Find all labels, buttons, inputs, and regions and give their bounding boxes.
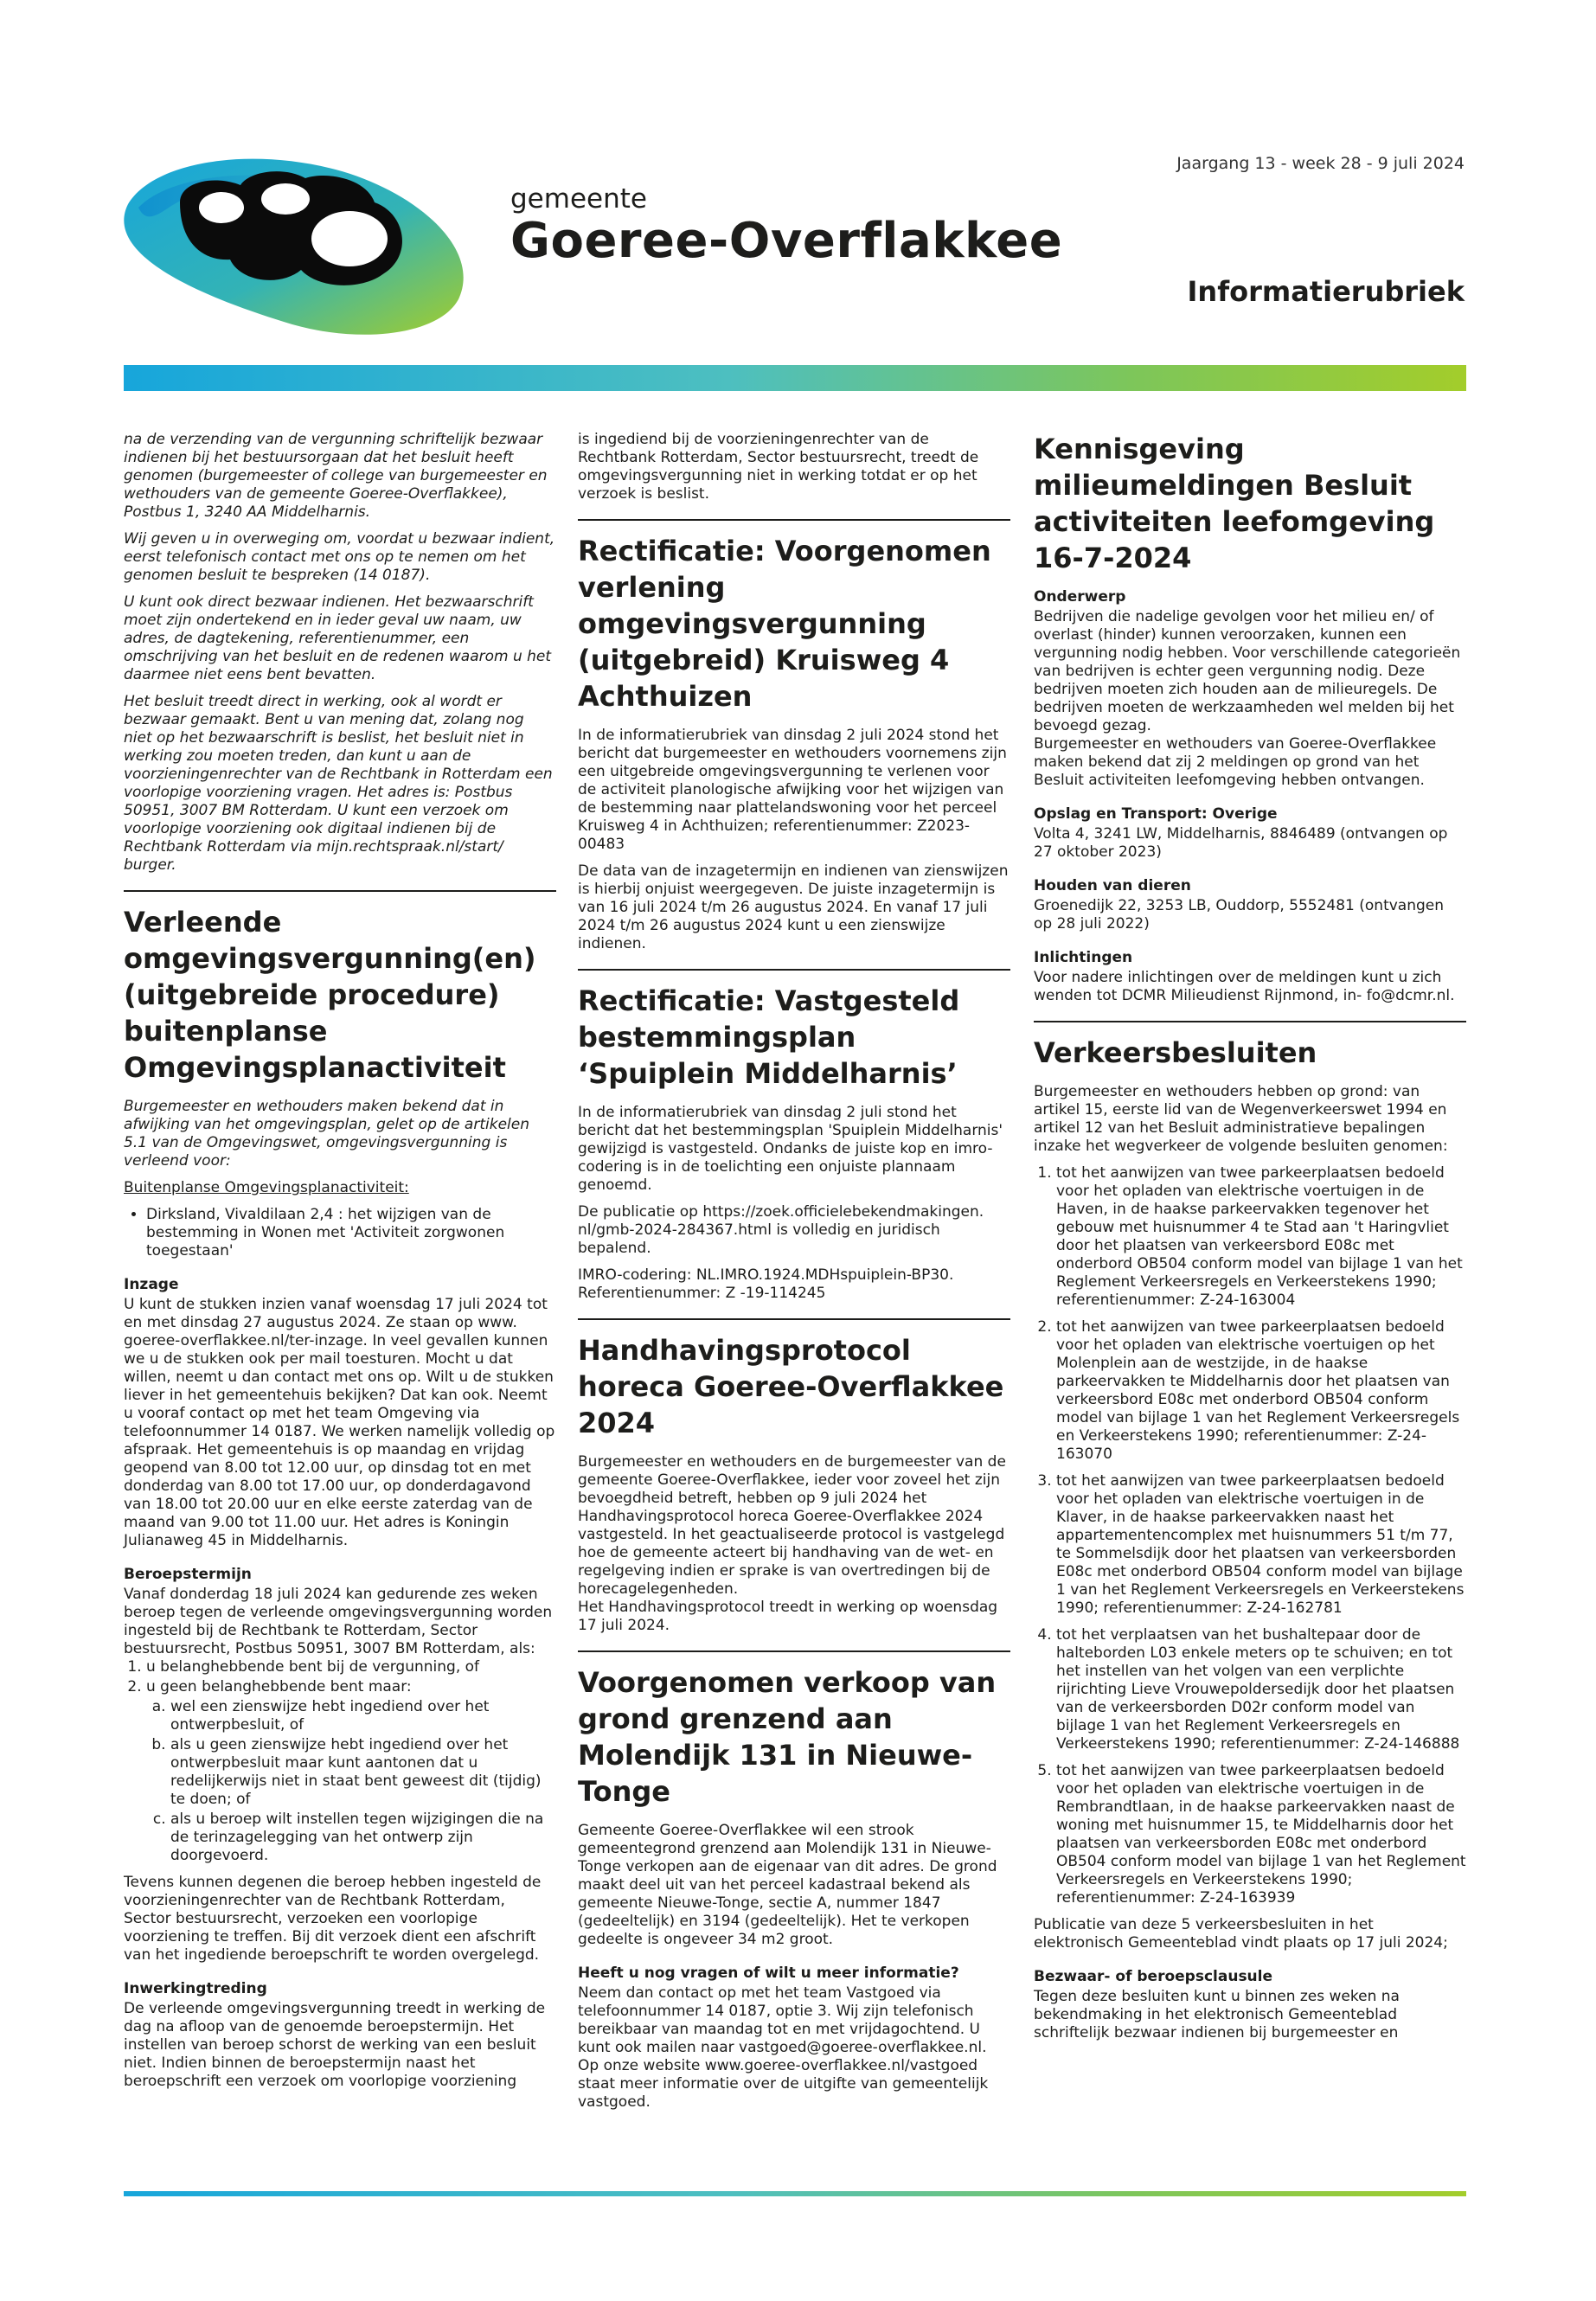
municipality-logo	[119, 152, 476, 339]
sec2-imro: IMRO-codering: NL.IMRO.1924.MDHspuiplein-BP30.	[578, 1266, 954, 1284]
list-item: 4. tot het verplaatsen van het bushaltepaar door de halteborden L03 enkele meters op te schuiven; en tot het instellen van het volgen van een verplichte rijrichting Lieve Vrouwepoldersedijk door het plaatsen van de verkeersborden D02r conform model van bijlage 1 van het Reglement Verkeersregels en Verkeerstekens 1990; referentienummer: Z-24-146888	[1056, 1626, 1466, 1753]
column-2	[578, 431, 1010, 2120]
bezwaar-intro-3: U kunt ook direct bezwaar indienen. Het bezwaarschrift moet zijn ondertekend en in ieder geval uw naam, uw adres, de dagtekening, referentienummer, een omschrijving van het besluit en de redenen waarom u het daarmee niet eens bent bevatten.	[124, 593, 552, 683]
beroep-text: Vanaf donderdag 18 juli 2024 kan gedurende zes weken beroep tegen de verleende omgevingsvergunning worden ingesteld bij de Rechtbank te Rotterdam, Sector bestuursrecht, Postbus 50951, 3007 BM Rotterdam, als:	[124, 1586, 553, 1657]
col2-intro: is ingediend bij de voorzieningenrechter van de Rechtbank Rotterdam, Sector bestuursrecht, treedt de omgevingsvergunning niet in werking totdat er op het verzoek is beslist.	[578, 431, 979, 503]
sec1-paragraph-2: De data van de inzagetermijn en indienen van zienswijzen is hierbij onjuist weergegeven. De juiste inzagetermijn is van 16 juli 2024 t/m 26 augustus 2024. En vanaf 17 juli 2024 t/m 26 augustus 2024 kunt u een zienswijze indienen.	[578, 862, 1009, 952]
list-item: c. als u beroep wilt instellen tegen wijzigingen die na de terinzagelegging van het ontwerp zijn doorgevoerd.	[170, 1811, 556, 1865]
section-title-verkoop-grond: Voorgenomen verkoop van grond grenzend aan Molendijk 131 in Nieuwe-Tonge	[578, 1666, 997, 1808]
bezwaar-heading: Bezwaar- of beroepsclausule	[1034, 1968, 1273, 1985]
section-divider	[578, 1650, 1010, 1652]
verkeersbesluiten-intro: Burgemeester en wethouders hebben op grond: van artikel 15, eerste lid van de Wegenverkeerswet 1994 en artikel 12 van het Besluit administratieve bepalingen inzake het wegverkeer de volgende besluiten genomen:	[1034, 1083, 1448, 1155]
dieren-text: Groenedijk 22, 3253 LB, Ouddorp, 5552481 (ontvangen op 28 juli 2022)	[1034, 897, 1445, 933]
municipality-name: Goeree-Overflakkee	[510, 213, 1063, 269]
sec4-paragraph-2: Neem dan contact op met het team Vastgoed via telefoonnummer 14 0187, optie 3. Wij zijn telefonisch bereikbaar van maandag tot en met vrijdagochtend. U kunt ook mailen naar vastgoed@goeree-overflakkee.nl. Op onze website www.goeree-overflakkee.nl/vastgoed staat meer informatie over de uitgifte van gemeentelijk vastgoed.	[578, 1984, 989, 2111]
bezwaar-intro-2: Wij geven u in overweging om, voordat u bezwaar indient, eerst telefonisch contact met ons op te nemen om het genomen besluit te bespreken (14 0187).	[124, 530, 555, 584]
rubric-title: Informatierubriek	[1187, 275, 1465, 308]
beroep-heading: Beroepstermijn	[124, 1566, 252, 1583]
sec2-paragraph-1: In de informatierubriek van dinsdag 2 juli stond het bericht dat het bestemmingsplan 'Spuiplein Middelharnis' gewijzigd is vastgesteld. Ondanks de juiste kop en imro-codering is in de toelichting een onjuiste plannaam genoemd.	[578, 1104, 1003, 1194]
list-item: b. als u geen zienswijze hebt ingediend over het ontwerpbesluit maar kunt aantonen dat u redelijkerwijs niet in staat bent geweest dit (tijdig) te doen; of	[170, 1736, 556, 1809]
list-item: • Dirksland, Vivaldilaan 2,4 : het wijzigen van de bestemming in Wonen met 'Activiteit zorgwonen toegestaan'	[146, 1206, 556, 1260]
onderwerp-paragraph-2: Burgemeester en wethouders van Goeree-Overflakkee maken bekend dat zij 2 meldingen op grond van het Besluit activiteiten leefomgeving hebben ontvangen.	[1034, 735, 1437, 789]
section-divider	[578, 969, 1010, 971]
sec1-paragraph-1: In de informatierubriek van dinsdag 2 juli 2024 stond het bericht dat burgemeester en wethouders voornemens zijn een uitgebreide omgevingsvergunning te verlenen voor de activiteit planologische afwijking voor het wijzigen van de bestemming naar plattelandswoning voor het perceel Kruisweg 4 in Achthuizen; referentienummer: Z2023-00483	[578, 727, 1007, 853]
vergunning-list	[124, 1206, 556, 1260]
underline-label: Buitenplanse Omgevingsplanactiviteit:	[124, 1179, 409, 1196]
section-title-verleende-vergunning: Verleende omgevingsvergunning(en) (uitgebreide procedure) buitenplanse Omgevingsplanactiviteit	[124, 906, 536, 1084]
onderwerp-heading: Onderwerp	[1034, 588, 1126, 606]
sec4-paragraph-1: Gemeente Goeree-Overflakkee wil een strook gemeentegrond grenzend aan Molendijk 131 in Nieuwe-Tonge verkopen aan de eigenaar van dit adres. De grond maakt deel uit van het perceel kadastraal bekend als gemeente Nieuwe-Tonge, sectie A, nummer 1847 (gedeeltelijk) en 3194 (gedeeltelijk). Het te verkopen gedeelte is ongeveer 34 m2 groot.	[578, 1822, 997, 1948]
opslag-heading: Opslag en Transport: Overige	[1034, 805, 1278, 823]
section-divider	[578, 1318, 1010, 1320]
onderwerp-paragraph-1: Bedrijven die nadelige gevolgen voor het milieu en/ of overlast (hinder) kunnen veroorzaken, kunnen een vergunning nodig hebben. Voor verschillende categorieën van bedrijven is echter geen vergunning nodig. Deze bedrijven moeten zich houden aan de milieuregels. De bedrijven moeten de werkzaamheden wel melden bij het bevoegd gezag.	[1034, 608, 1461, 734]
sec3-paragraph-2: Het Handhavingsprotocol treedt in werking op woensdag 17 juli 2024.	[578, 1599, 998, 1634]
inlichtingen-text: Voor nadere inlichtingen over de meldingen kunt u zich wenden tot DCMR Milieudienst Rijnmond, in- fo@dcmr.nl.	[1034, 969, 1455, 1004]
inlichtingen-heading: Inlichtingen	[1034, 949, 1133, 966]
header-gradient-band	[124, 365, 1466, 391]
sec4-heading: Heeft u nog vragen of wilt u meer informatie?	[578, 1965, 959, 1982]
section-divider	[1034, 1021, 1466, 1022]
inzage-text: U kunt de stukken inzien vanaf woensdag 17 juli 2024 tot en met dinsdag 27 augustus 2024. Ze staan op www. goeree-overflakkee.nl/ter-inzage. In veel gevallen kunnen we u de stukken ook per mail toesturen. Mocht u dat willen, neemt u dan contact met ons op. Wilt u de stukken liever in het gemeentehuis bekijken? Dat kan ook. Neemt u vooraf contact op met het team Omgeving via telefoonnummer 14 0187. We werken namelijk volledig op afspraak. Het gemeentehuis is op maandag en vrijdag geopend van 8.00 tot 12.00 uur, op dinsdag tot en met donderdag van 8.00 tot 17.00 uur, op donderdagavond van 18.00 tot 20.00 uur en elke eerste zaterdag van de maand van 9.00 tot 11.00 uur. Het adres is Koningin Julianaweg 45 in Middelharnis.	[124, 1296, 555, 1549]
beroep-extra: Tevens kunnen degenen die beroep hebben ingesteld de voorzieningenrechter van de Rechtbank Rotterdam, Sector bestuursrecht, verzoeken een voorlopige voorziening te treffen. Bij dit verzoek dient een afschrift van het ingediende beroepschrift te worden overgelegd.	[124, 1874, 542, 1964]
section-lead: Burgemeester en wethouders maken bekend dat in afwijking van het omgevingsplan, gelet op de artikelen 5.1 van de Omgevingswet, omgevingsvergunning is verleend voor:	[124, 1098, 529, 1170]
bezwaar-text: Tegen deze besluiten kunt u binnen zes weken na bekendmaking in het elektronisch Gemeenteblad schriftelijk bezwaar indienen bij burgemeester en	[1034, 1988, 1400, 2041]
section-title-rectificatie-spuiplein: Rectificatie: Vastgesteld bestemmingsplan ‘Spuiplein Middelharnis’	[578, 984, 960, 1090]
section-title-milieumeldingen: Kennisgeving milieumeldingen Besluit activiteiten leefomgeving 16-7-2024	[1034, 433, 1435, 574]
inwerking-heading: Inwerkingtreding	[124, 1980, 267, 1997]
section-title-handhavingsprotocol: Handhavingsprotocol horeca Goeree-Overflakkee 2024	[578, 1334, 1004, 1439]
list-item: 3. tot het aanwijzen van twee parkeerplaatsen bedoeld voor het opladen van elektrische voertuigen in de Klaver, in de haakse parkeervakken naast het appartementencomplex met huisnummers 51 t/m 77, te Sommelsdijk door het plaatsen van verkeersborden E08c met onderbord OB504 conform model van bijlage 1 van het Reglement Verkeersregels en Verkeerstekens 1990; referentienummer: Z-24-162781	[1056, 1472, 1466, 1618]
publicatie-text: Publicatie van deze 5 verkeersbesluiten in het elektronisch Gemeenteblad vindt plaats op 17 juli 2024;	[1034, 1916, 1448, 1952]
list-item: 2. tot het aanwijzen van twee parkeerplaatsen bedoeld voor het opladen van elektrische voertuigen op het Molenplein aan de westzijde, in de haakse parkeervakken te Middelharnis door het plaatsen van verkeersbord E08c met onderbord OB504 conform model van bijlage 1 van het Reglement Verkeersregels en Verkeerstekens 1990; referentienummer: Z-24-163070	[1056, 1318, 1466, 1464]
column-3	[1034, 431, 1466, 2051]
section-divider	[578, 519, 1010, 521]
list-item: a. wel een zienswijze hebt ingediend over het ontwerpbesluit, of	[170, 1698, 556, 1734]
sec3-paragraph-1: Burgemeester en wethouders en de burgemeester van de gemeente Goeree-Overflakkee, ieder voor zoveel het zijn bevoegdheid betreft, hebben op 9 juli 2024 het Handhavingsprotocol horeca Goeree-Overflakkee 2024 vastgesteld. In het geactualiseerde protocol is vastgelegd hoe de gemeente acteert bij handhaving van de wet- en regelgeving indien er sprake is van overtredingen bij de horecagelegenheden.	[578, 1453, 1006, 1598]
bezwaar-intro-4: Het besluit treedt direct in werking, ook al wordt er bezwaar gemaakt. Bent u van mening dat, zolang nog niet op het bezwaarschrift is beslist, het besluit niet in werking zou moeten treden, dan kunt u aan de voorzieningenrechter van de Rechtbank in Rotterdam een voorlopige voorziening vragen. Het adres is: Postbus 50951, 3007 BM Rotterdam. U kunt een verzoek om voorlopige voorziening ook digitaal indienen bij de Rechtbank Rotterdam via mijn.rechtspraak.nl/start/ burger.	[124, 693, 553, 874]
column-1	[124, 431, 556, 2099]
inwerking-text: De verleende omgevingsvergunning treedt in werking de dag na afloop van de genoemde beroepstermijn. Het instellen van beroep schorst de werking van een besluit niet. Indien binnen de beroepstermijn naast het beroepschrift een verzoek om voorlopige voorziening	[124, 2000, 546, 2090]
beroep-list	[124, 1658, 556, 1865]
section-title-verkeersbesluiten: Verkeersbesluiten	[1034, 1036, 1317, 1069]
list-item: 1. tot het aanwijzen van twee parkeerplaatsen bedoeld voor het opladen van elektrische voertuigen in de Haven, in de haakse parkeervakken tegenover het gebouw met huisnummer 4 te Stad aan 't Haringvliet door het plaatsen van verkeersbord E08c met onderbord OB504 conform model van bijlage 1 van het Reglement Verkeersregels en Verkeerstekens 1990; referentienummer: Z-24-163004	[1056, 1164, 1466, 1310]
sec2-paragraph-2: De publicatie op https://zoek.officielebekendmakingen. nl/gmb-2024-284367.html is volledig en juridisch bepalend.	[578, 1203, 984, 1257]
list-item	[146, 1678, 556, 1865]
municipality-prefix: gemeente	[510, 183, 647, 215]
list-item-label: u geen belanghebbende bent maar:	[146, 1678, 412, 1695]
opslag-text: Volta 4, 3241 LW, Middelharnis, 8846489 (ontvangen op 27 oktober 2023)	[1034, 825, 1448, 861]
edition-info: Jaargang 13 - week 28 - 9 juli 2024	[1176, 154, 1465, 173]
bezwaar-intro-1: na de verzending van de vergunning schriftelijk bezwaar indienen bij het bestuursorgaan dat het besluit heeft genomen (burgemeester of college van burgemeester en wethouders van de gemeente Goeree-Overflakkee), Postbus 1, 3240 AA Middelharnis.	[124, 431, 548, 521]
section-divider	[124, 890, 556, 892]
sec2-reference: Referentienummer: Z -19-114245	[578, 1285, 826, 1302]
list-item: 1. u belanghebbende bent bij de vergunning, of	[146, 1658, 556, 1676]
footer-gradient-band	[124, 2191, 1466, 2196]
verkeersbesluiten-list	[1034, 1164, 1466, 1907]
inzage-heading: Inzage	[124, 1276, 179, 1293]
section-title-rectificatie-kruisweg: Rectificatie: Voorgenomen verlening omgevingsvergunning (uitgebreid) Kruisweg 4 Achthuizen	[578, 535, 991, 713]
beroep-sublist	[146, 1698, 556, 1865]
dieren-heading: Houden van dieren	[1034, 877, 1191, 894]
list-item: 5. tot het aanwijzen van twee parkeerplaatsen bedoeld voor het opladen van elektrische voertuigen in de Rembrandtlaan, in de haakse parkeervakken naast de woning met huisnummer 15, te Middelharnis door het plaatsen van verkeersborden E08c met onderbord OB504 conform model van bijlage 1 van het Reglement Verkeersregels en Verkeerstekens 1990; referentienummer: Z-24-163939	[1056, 1762, 1466, 1907]
